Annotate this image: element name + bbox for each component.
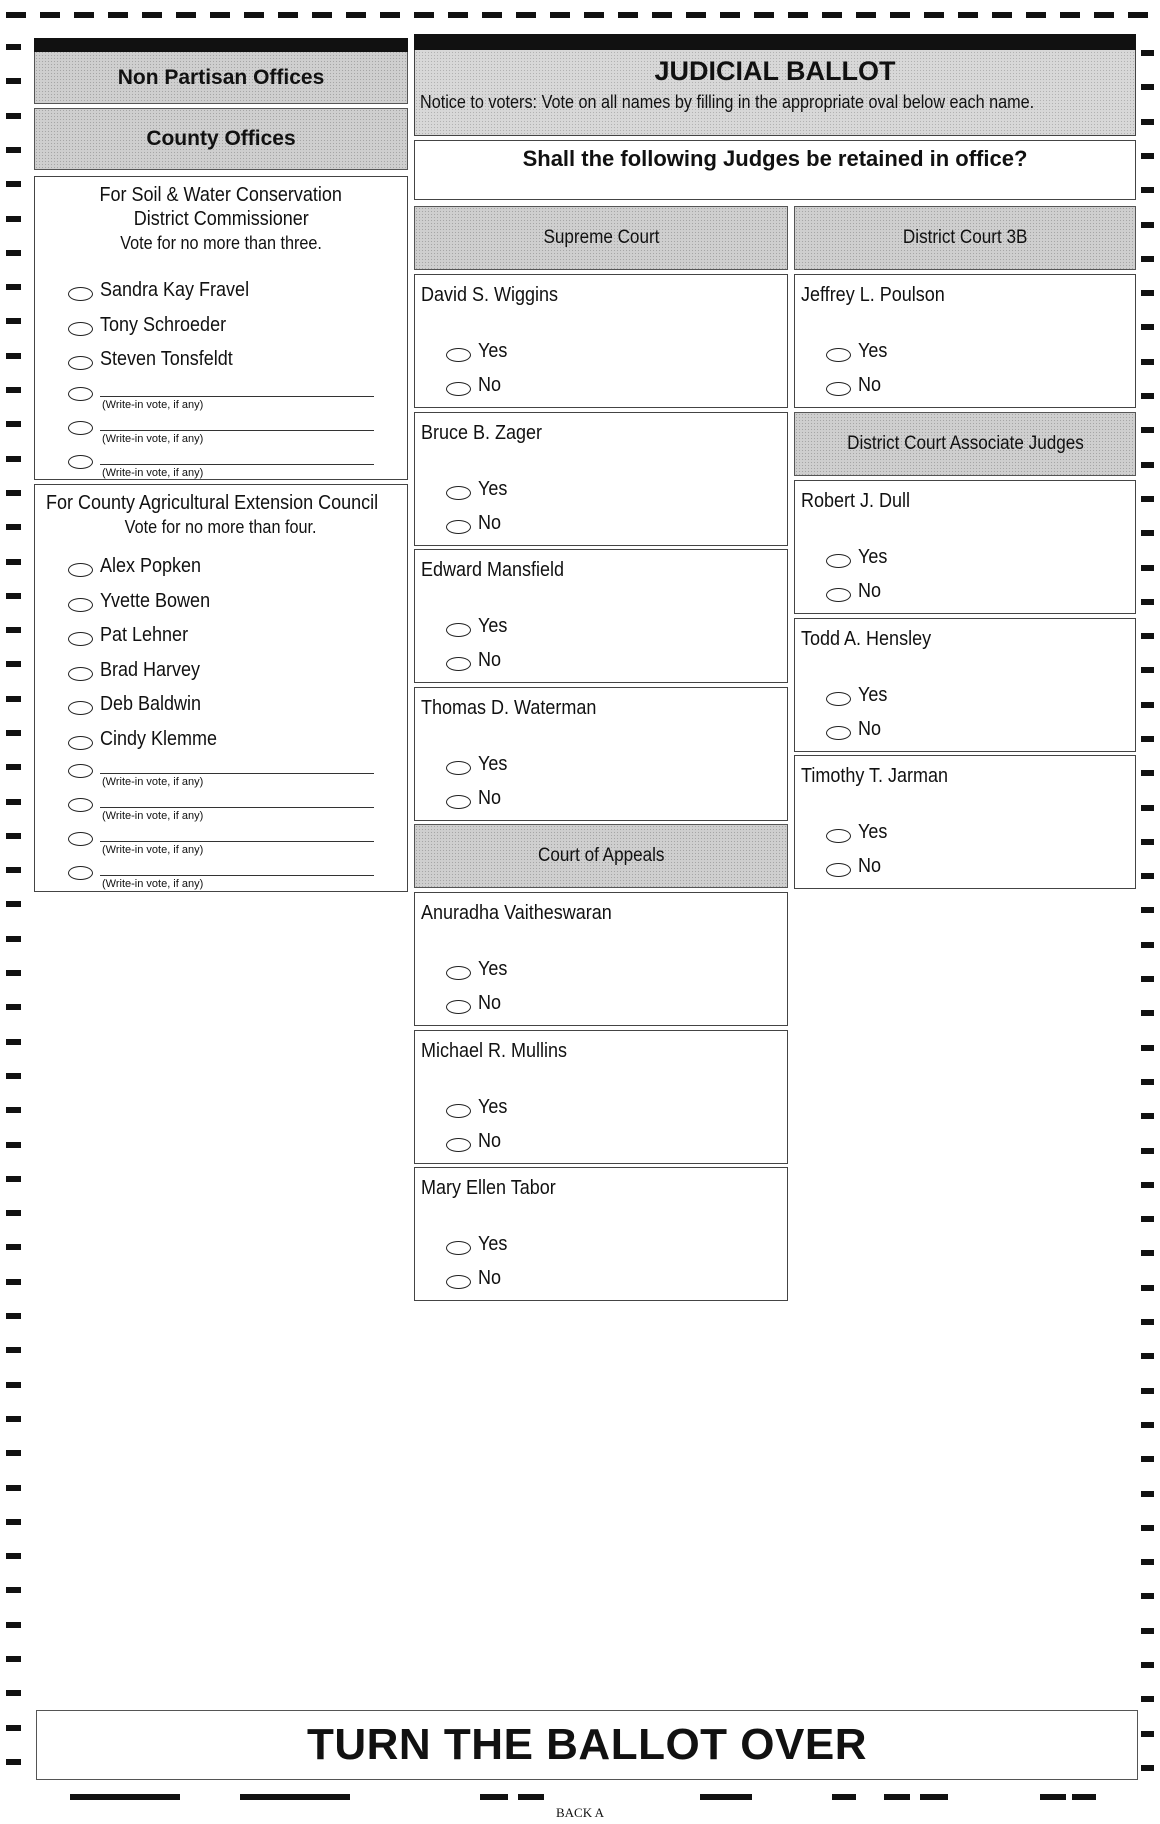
timing-mark-left (6, 970, 21, 976)
writein-line[interactable] (100, 807, 374, 808)
no-label: No (858, 374, 882, 396)
timing-mark-left (6, 1176, 21, 1182)
no-oval[interactable] (446, 1138, 471, 1152)
timing-mark-left (6, 661, 21, 667)
timing-mark-right (1141, 1010, 1154, 1016)
yes-label: Yes (858, 546, 888, 568)
timing-mark-right (1141, 530, 1154, 536)
timing-mark-left (6, 113, 21, 119)
timing-mark-right (1141, 1216, 1154, 1222)
timing-mark-bottom (480, 1794, 508, 1800)
timing-mark-right (1141, 907, 1154, 913)
timing-mark-top (788, 12, 808, 18)
timing-mark-left (6, 1450, 21, 1456)
no-oval[interactable] (826, 382, 851, 396)
yes-oval[interactable] (446, 486, 471, 500)
judge-name: Todd A. Hensley (801, 627, 932, 650)
judge-name: Edward Mansfield (421, 559, 565, 581)
timing-mark-right (1141, 153, 1154, 159)
no-label: No (478, 511, 502, 534)
timing-mark-right (1141, 599, 1154, 605)
timing-mark-right (1141, 1079, 1154, 1085)
timing-mark-left (6, 524, 21, 530)
judge-name: Jeffrey L. Poulson (801, 284, 945, 306)
timing-mark-right (1141, 1148, 1154, 1154)
no-label: No (858, 580, 882, 602)
timing-mark-right (1141, 119, 1154, 125)
timing-mark-right (1141, 942, 1154, 948)
timing-mark-top (890, 12, 910, 18)
timing-mark-right (1141, 1182, 1154, 1188)
timing-mark-top (1026, 12, 1046, 18)
yes-label: Yes (478, 1095, 508, 1118)
timing-mark-top (584, 12, 604, 18)
timing-mark-right (1141, 1113, 1154, 1119)
timing-mark-left (6, 353, 21, 359)
timing-mark-left (6, 1107, 21, 1113)
candidate-name: Deb Baldwin (100, 693, 202, 715)
judicial-title: JUDICIAL BALLOT (654, 56, 896, 86)
timing-mark-top (414, 12, 434, 18)
yes-label: Yes (478, 1233, 508, 1255)
timing-mark-left (6, 696, 21, 702)
timing-mark-top (6, 12, 26, 18)
timing-mark-left (6, 216, 21, 222)
no-label: No (478, 786, 502, 809)
extension-instruction: Vote for no more than four. (125, 517, 317, 537)
timing-mark-top (516, 12, 536, 18)
timing-mark-left (6, 1587, 21, 1593)
extension-contest (34, 484, 408, 892)
timing-mark-left (6, 1416, 21, 1422)
notice-label: Notice to voters: (420, 92, 538, 112)
yes-oval[interactable] (446, 623, 471, 637)
timing-mark-left (6, 421, 21, 427)
timing-mark-left (6, 78, 21, 84)
yes-oval[interactable] (446, 761, 471, 775)
timing-mark-right (1141, 1045, 1154, 1051)
timing-mark-right (1141, 290, 1154, 296)
writein-label: (Write-in vote, if any) (102, 399, 204, 411)
vote-oval[interactable] (68, 287, 93, 301)
writein-oval[interactable] (68, 866, 93, 880)
yes-oval[interactable] (446, 1104, 471, 1118)
timing-mark-top (618, 12, 638, 18)
timing-mark-right (1141, 359, 1154, 365)
judge-name: Thomas D. Waterman (421, 696, 597, 719)
timing-mark-top (278, 12, 298, 18)
judge-name: Robert J. Dull (801, 490, 911, 512)
court-of-appeals-header: Court of Appeals (414, 824, 788, 888)
timing-mark-top (448, 12, 468, 18)
notice-to-voters (420, 92, 1102, 113)
writein-line[interactable] (100, 875, 374, 876)
timing-mark-left (6, 284, 21, 290)
vote-oval[interactable] (68, 563, 93, 577)
top-black-bar-left (34, 38, 408, 52)
candidate-name: Alex Popken (100, 555, 202, 577)
writein-oval[interactable] (68, 798, 93, 812)
timing-mark-left (6, 490, 21, 496)
timing-mark-left (6, 387, 21, 393)
timing-mark-top (176, 12, 196, 18)
writein-oval[interactable] (68, 387, 93, 401)
timing-mark-left (6, 1244, 21, 1250)
writein-line[interactable] (100, 430, 374, 431)
top-black-bar-right (414, 34, 1136, 50)
timing-mark-right (1141, 496, 1154, 502)
timing-mark-top (346, 12, 366, 18)
timing-mark-left (6, 1313, 21, 1319)
timing-mark-left (6, 1347, 21, 1353)
timing-mark-right (1141, 1388, 1154, 1394)
yes-label: Yes (478, 958, 508, 980)
yes-oval[interactable] (446, 1241, 471, 1255)
timing-mark-right (1141, 1353, 1154, 1359)
timing-mark-bottom (728, 1794, 752, 1800)
timing-mark-top (40, 12, 60, 18)
timing-mark-top (958, 12, 978, 18)
no-label: No (478, 992, 502, 1014)
timing-mark-right (1141, 50, 1154, 56)
timing-mark-right (1141, 222, 1154, 228)
timing-mark-left (6, 1519, 21, 1525)
timing-mark-top (312, 12, 332, 18)
timing-mark-bottom (700, 1794, 728, 1800)
timing-mark-right (1141, 1731, 1154, 1737)
timing-mark-left (6, 1039, 21, 1045)
timing-mark-right (1141, 1456, 1154, 1462)
writein-line[interactable] (100, 841, 374, 842)
timing-mark-top (1060, 12, 1080, 18)
timing-mark-left (6, 1690, 21, 1696)
no-label: No (478, 649, 502, 671)
writein-label: (Write-in vote, if any) (102, 467, 204, 479)
candidate-name: Steven Tonsfeldt (100, 348, 233, 370)
yes-label: Yes (478, 615, 508, 637)
timing-mark-right (1141, 1491, 1154, 1497)
no-oval[interactable] (446, 382, 471, 396)
writein-line[interactable] (100, 396, 374, 397)
turn-over-text: TURN THE BALLOT OVER (307, 1720, 867, 1769)
judicial-header (414, 38, 1136, 136)
timing-mark-left (6, 456, 21, 462)
candidate-name: Pat Lehner (100, 624, 189, 646)
writein-label: (Write-in vote, if any) (102, 433, 204, 445)
timing-mark-left (6, 1759, 21, 1765)
timing-mark-right (1141, 1319, 1154, 1325)
vote-oval[interactable] (68, 322, 93, 336)
timing-mark-left (6, 764, 21, 770)
vote-oval[interactable] (68, 701, 93, 715)
timing-mark-left (6, 147, 21, 153)
timing-mark-left (6, 559, 21, 565)
timing-mark-right (1141, 1285, 1154, 1291)
timing-mark-left (6, 901, 21, 907)
yes-oval[interactable] (826, 554, 851, 568)
writein-oval[interactable] (68, 832, 93, 846)
timing-mark-right (1141, 324, 1154, 330)
vote-oval[interactable] (68, 598, 93, 612)
timing-mark-right (1141, 770, 1154, 776)
timing-mark-top (210, 12, 230, 18)
timing-mark-left (6, 1553, 21, 1559)
timing-mark-right (1141, 1696, 1154, 1702)
timing-mark-right (1141, 1765, 1154, 1771)
timing-mark-top (108, 12, 128, 18)
timing-mark-right (1141, 736, 1154, 742)
writein-oval[interactable] (68, 421, 93, 435)
timing-mark-bottom (832, 1794, 856, 1800)
judge-name: David S. Wiggins (421, 284, 559, 306)
no-oval[interactable] (446, 657, 471, 671)
judge-name: Anuradha Vaitheswaran (421, 902, 612, 924)
timing-mark-left (6, 799, 21, 805)
timing-mark-right (1141, 702, 1154, 708)
timing-mark-bottom (884, 1794, 910, 1800)
non-partisan-title: Non Partisan Offices (117, 66, 325, 89)
timing-mark-right (1141, 633, 1154, 639)
timing-mark-top (1128, 12, 1148, 18)
timing-mark-left (6, 1656, 21, 1662)
vote-oval[interactable] (68, 736, 93, 750)
timing-mark-left (6, 44, 21, 50)
timing-mark-right (1141, 1559, 1154, 1565)
timing-mark-right (1141, 873, 1154, 879)
yes-label: Yes (858, 340, 888, 362)
vote-oval[interactable] (68, 632, 93, 646)
timing-mark-top (142, 12, 162, 18)
timing-mark-top (856, 12, 876, 18)
extension-title: For County Agricultural Extension Council (46, 492, 379, 514)
notice-text: Vote on all names by filling in the appropriate oval below each name. (541, 92, 1035, 112)
no-oval[interactable] (446, 520, 471, 534)
soil-water-instruction: Vote for no more than three. (120, 233, 322, 253)
timing-mark-right (1141, 393, 1154, 399)
writein-label: (Write-in vote, if any) (102, 844, 204, 856)
no-label: No (478, 1129, 502, 1152)
timing-mark-left (6, 1622, 21, 1628)
yes-label: Yes (858, 821, 888, 843)
no-oval[interactable] (446, 1000, 471, 1014)
timing-mark-right (1141, 256, 1154, 262)
retain-question: Shall the following Judges be retained in office? (522, 146, 1028, 171)
vote-oval[interactable] (68, 356, 93, 370)
timing-mark-right (1141, 84, 1154, 90)
county-offices-title: County Offices (146, 127, 296, 150)
writein-oval[interactable] (68, 455, 93, 469)
timing-mark-left (6, 593, 21, 599)
timing-mark-left (6, 250, 21, 256)
yes-oval[interactable] (446, 966, 471, 980)
timing-mark-right (1141, 565, 1154, 571)
timing-mark-right (1141, 1250, 1154, 1256)
timing-mark-right (1141, 839, 1154, 845)
timing-mark-top (686, 12, 706, 18)
yes-oval[interactable] (826, 829, 851, 843)
timing-mark-right (1141, 1525, 1154, 1531)
timing-mark-top (1094, 12, 1114, 18)
timing-mark-right (1141, 427, 1154, 433)
timing-mark-right (1141, 1662, 1154, 1668)
writein-label: (Write-in vote, if any) (102, 878, 204, 890)
no-label: No (858, 717, 882, 740)
timing-mark-right (1141, 1593, 1154, 1599)
writein-oval[interactable] (68, 764, 93, 778)
back-label: BACK A (555, 1805, 605, 1820)
timing-mark-right (1141, 667, 1154, 673)
timing-mark-right (1141, 805, 1154, 811)
timing-mark-left (6, 936, 21, 942)
timing-mark-top (550, 12, 570, 18)
timing-mark-left (6, 627, 21, 633)
yes-label: Yes (478, 477, 508, 500)
timing-mark-left (6, 1279, 21, 1285)
no-label: No (478, 374, 502, 396)
judge-name: Mary Ellen Tabor (421, 1177, 556, 1199)
candidate-name: Sandra Kay Fravel (100, 279, 250, 301)
timing-mark-right (1141, 976, 1154, 982)
timing-mark-top (924, 12, 944, 18)
timing-mark-bottom (518, 1794, 544, 1800)
timing-mark-left (6, 1382, 21, 1388)
no-label: No (858, 855, 882, 877)
no-oval[interactable] (826, 588, 851, 602)
writein-line[interactable] (100, 773, 374, 774)
candidate-name: Yvette Bowen (100, 589, 211, 612)
timing-mark-top (720, 12, 740, 18)
timing-mark-top (244, 12, 264, 18)
timing-mark-top (992, 12, 1012, 18)
timing-mark-right (1141, 187, 1154, 193)
timing-mark-top (482, 12, 502, 18)
soil-water-title: For Soil & Water Conservation (99, 184, 343, 206)
timing-mark-left (6, 318, 21, 324)
timing-mark-left (6, 1004, 21, 1010)
no-oval[interactable] (446, 1275, 471, 1289)
timing-mark-left (6, 181, 21, 187)
timing-mark-right (1141, 1628, 1154, 1634)
writein-line[interactable] (100, 464, 374, 465)
timing-mark-bottom (240, 1794, 350, 1800)
yes-label: Yes (858, 683, 888, 706)
no-oval[interactable] (826, 863, 851, 877)
supreme-court-header: Supreme Court (414, 206, 788, 270)
associate-judges-header: District Court Associate Judges (794, 412, 1136, 476)
candidate-name: Cindy Klemme (100, 727, 218, 750)
timing-mark-right (1141, 462, 1154, 468)
timing-mark-left (6, 1210, 21, 1216)
district-3b-header: District Court 3B (794, 206, 1136, 270)
writein-label: (Write-in vote, if any) (102, 810, 204, 822)
candidate-name: Brad Harvey (100, 658, 201, 681)
timing-mark-bottom (920, 1794, 948, 1800)
yes-oval[interactable] (826, 692, 851, 706)
timing-mark-top (754, 12, 774, 18)
timing-mark-left (6, 730, 21, 736)
timing-mark-bottom (1040, 1794, 1066, 1800)
vote-oval[interactable] (68, 667, 93, 681)
timing-mark-left (6, 833, 21, 839)
yes-label: Yes (478, 340, 508, 362)
timing-mark-bottom (70, 1794, 180, 1800)
judge-name: Bruce B. Zager (421, 421, 543, 444)
judge-name: Michael R. Mullins (421, 1039, 568, 1062)
timing-mark-top (380, 12, 400, 18)
timing-mark-left (6, 1142, 21, 1148)
no-label: No (478, 1267, 502, 1289)
timing-mark-left (6, 1485, 21, 1491)
timing-mark-top (74, 12, 94, 18)
no-oval[interactable] (446, 795, 471, 809)
timing-mark-left (6, 1073, 21, 1079)
candidate-name: Tony Schroeder (100, 313, 227, 336)
no-oval[interactable] (826, 726, 851, 740)
timing-mark-top (822, 12, 842, 18)
timing-mark-left (6, 867, 21, 873)
yes-oval[interactable] (826, 348, 851, 362)
timing-mark-right (1141, 1422, 1154, 1428)
timing-mark-left (6, 1725, 21, 1731)
timing-mark-bottom (1072, 1794, 1096, 1800)
county-offices-header (34, 108, 408, 170)
yes-label: Yes (478, 752, 508, 775)
timing-mark-top (652, 12, 672, 18)
writein-label: (Write-in vote, if any) (102, 776, 204, 788)
soil-water-title-2: District Commissioner (133, 208, 309, 230)
yes-oval[interactable] (446, 348, 471, 362)
judge-name: Timothy T. Jarman (801, 765, 949, 787)
